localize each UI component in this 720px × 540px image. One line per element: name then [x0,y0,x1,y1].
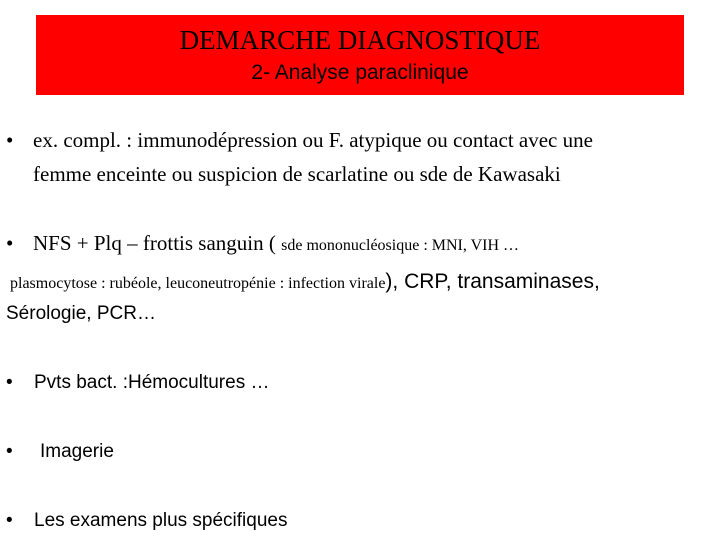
bullet-text: Imagerie [40,441,114,462]
bullet-continuation: femme enceinte ou suspicion de scarlatine ou sde de Kawasaki [33,162,561,186]
bullet-marker: • [6,128,14,152]
bullet-text: Pvts bact. :Hémocultures … [34,372,270,393]
bullet-marker: • [6,231,14,255]
bullet-text: ), CRP, transaminases, [385,270,600,293]
slide-subtitle: 2- Analyse paraclinique [251,61,469,84]
slide-title: DEMARCHE DIAGNOSTIQUE [179,25,541,55]
bullet-text: NFS + Plq – frottis sanguin ( [33,231,282,255]
bullet-marker: • [6,510,13,531]
bullet-continuation [10,269,600,294]
bullet-marker: • [6,441,13,462]
bullet-text: Les examens plus spécifiques [34,510,288,531]
bullet-item-specific [6,510,287,532]
title-banner [36,15,684,95]
bullet-item-nfs [6,231,519,256]
bullet-item-exams [6,128,593,153]
bullet-item-cultures [6,372,269,394]
bullet-text-small: sde mononucléosique : MNI, VIH … [281,237,520,254]
bullet-marker: • [6,372,13,393]
bullet-text: ex. compl. : immunodépression ou F. atypique ou contact avec une [33,128,593,152]
bullet-item-imaging [6,441,114,463]
bullet-text-small: plasmocytose : rubéole, leuconeutropénie : infection virale [10,275,386,292]
bullet-continuation: Sérologie, PCR… [6,303,156,324]
